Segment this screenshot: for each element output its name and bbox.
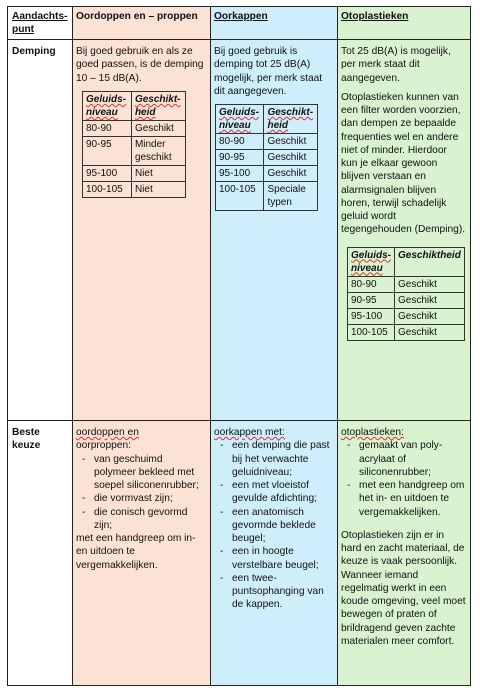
table-header: Geluids-niveau [348, 247, 395, 276]
table-row: 90-95 Geschikt [216, 150, 318, 166]
header-aspect: Aandachts-punt [12, 11, 68, 36]
earplugs-outro: met een handgreep om in- en uitdoen te vergemakkelijken. [76, 533, 196, 571]
otoplastics-filter-text: Otoplastieken kunnen van een filter worden voorzien, dan dempen ze bepaalde frequenties wel en andere niet of minder. Hierdoor kun je elkaar gewoon blijven verstaan en alarmsignalen blijven horen, terwijl schadelijk geluid wordt tegengehouden (Demping). [341, 91, 466, 236]
table-row: 80-90 Geschikt [216, 134, 318, 150]
table-row: 95-100 Niet [83, 165, 186, 181]
cell-earmuffs-demping [210, 43, 337, 213]
header-earplugs: Oordoppen en – proppen [76, 11, 198, 22]
list-item: - die conisch gevormd zijn; [94, 506, 206, 533]
header-earmuffs: Oorkappen [214, 11, 268, 22]
earplugs-level-table [82, 91, 186, 198]
earplugs-intro: oordoppen en [76, 427, 139, 438]
earplugs-intro-2: oorproppen: [76, 440, 131, 452]
table-row: 80-90 Geschikt [348, 276, 465, 292]
table-row: 100-105 Niet [83, 181, 186, 197]
earplugs-feature-list [76, 453, 206, 533]
table-header: Geschiktheid [395, 247, 465, 276]
cell-otoplastics-choice [337, 424, 470, 656]
table-row: 80-90 Geschikt [83, 120, 186, 136]
table-row: 90-95 Geschikt [348, 292, 465, 308]
cell-earplugs-demping [72, 43, 210, 200]
table-header: Geschikt-heid [131, 91, 185, 120]
table-row: 100-105 Speciale typen [216, 182, 318, 211]
earmuffs-feature-list [214, 439, 333, 611]
list-item: - van geschuimd polymeer bekleed met soepel siliconenrubber; [94, 453, 206, 493]
table-header: Geluids-niveau [83, 91, 132, 120]
table-row: 95-100 Geschikt [216, 166, 318, 182]
earplugs-demping-text: Bij goed gebruik en als ze goed passen, is de demping 10 – 15 dB(A). [76, 46, 204, 84]
list-item: - een in hoogte verstelbare beugel; [232, 545, 333, 572]
otoplastics-intro: otoplastieken: [341, 427, 404, 438]
earmuffs-level-table [215, 104, 318, 211]
divider [8, 39, 470, 40]
header-otoplastics: Otoplastieken [341, 11, 409, 22]
earmuffs-intro: oorkappen met: [214, 427, 285, 438]
otoplastics-outro: Otoplastieken zijn er in hard en zacht materiaal, de keuze is vaak persoonlijk. Wanneer iemand regelmatig werkt in een koude omgeving, veel moet bewegen of praten of brildragend geven zachte materialen meer comfort. [341, 529, 466, 647]
table-row: 95-100 Geschikt [348, 308, 465, 324]
row-label-beste-keuze: Beste keuze [12, 427, 41, 452]
table-header: Geluids-niveau [216, 105, 264, 134]
table-row: 100-105 Geschikt [348, 324, 465, 340]
comparison-table [7, 6, 471, 686]
otoplastics-demping-text: Tot 25 dB(A) is mogelijk, per merk staat dit aangegeven. [341, 46, 451, 84]
earmuffs-demping-text: Bij goed gebruik is demping tot 25 dB(A) mogelijk, per merk staat dit aangegeven. [214, 46, 323, 97]
cell-earmuffs-choice [210, 424, 337, 614]
list-item: - een anatomisch gevormde beklede beugel; [232, 506, 333, 546]
list-item: - die vormvast zijn; [94, 492, 206, 505]
row-label-demping: Demping [12, 46, 56, 57]
divider [8, 420, 470, 421]
list-item: - met een handgreep om het in- en uitdoen te vergemakkelijken. [359, 479, 466, 519]
list-item: - een met vloeistof gevulde afdichting; [232, 479, 333, 506]
column-aspect [8, 7, 72, 685]
table-header: Geschikt-heid [264, 105, 318, 134]
otoplastics-feature-list [341, 439, 466, 519]
cell-otoplastics-demping [337, 43, 470, 343]
otoplastics-level-table [347, 247, 465, 341]
list-item: - een twee-puntsophanging van de kappen. [232, 572, 333, 612]
list-item: - gemaakt van poly-acrylaat of siliconenrubber; [359, 439, 466, 479]
list-item: - een demping die past bij het verwachte geluidniveau; [232, 439, 333, 479]
table-row: 90-95 Minder geschikt [83, 136, 186, 165]
cell-earplugs-choice [72, 424, 210, 574]
